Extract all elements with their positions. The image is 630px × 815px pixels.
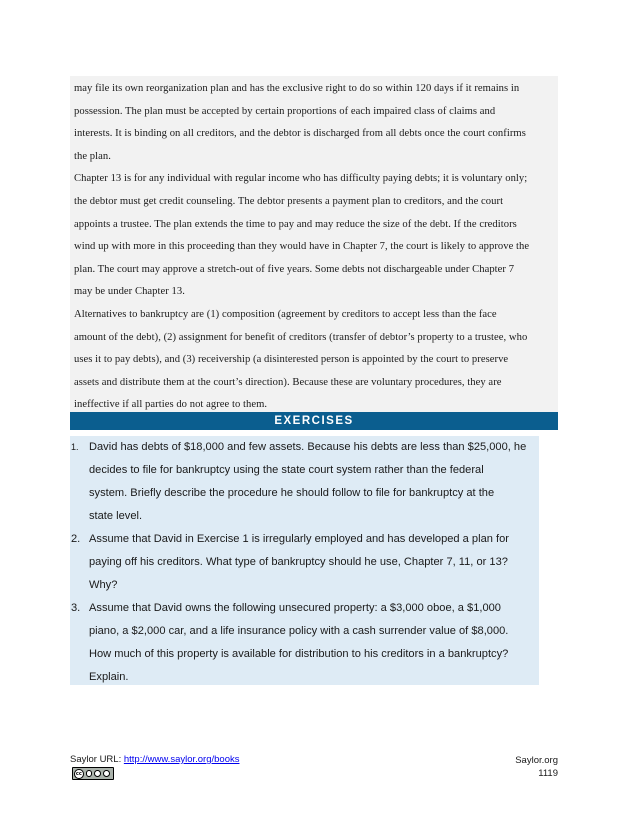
by-icon bbox=[86, 770, 93, 777]
summary-line: interests. It is binding on all creditors, and the debtor is discharged from all debts once the court confirms bbox=[74, 128, 526, 140]
exercise-line: Assume that David owns the following unsecured property: a $3,000 oboe, a $1,000 bbox=[89, 602, 501, 614]
exercise-line: Explain. bbox=[89, 671, 129, 683]
exercises-box bbox=[70, 436, 539, 685]
summary-line: Alternatives to bankruptcy are (1) composition (agreement by creditors to accept less than the face bbox=[74, 308, 497, 320]
summary-line: possession. The plan must be accepted by certain proportions of each impaired class of claims and bbox=[74, 105, 496, 117]
summary-box bbox=[70, 76, 558, 412]
summary-paragraph-chapter-13 bbox=[70, 168, 558, 304]
exercise-line: Assume that David in Exercise 1 is irregularly employed and has developed a plan for bbox=[89, 533, 509, 545]
nc-icon bbox=[94, 770, 101, 777]
exercise-line: Why? bbox=[89, 579, 118, 591]
page-number: 1119 bbox=[538, 768, 558, 779]
footer-source bbox=[70, 754, 240, 765]
cc-logo-icon: cc bbox=[75, 770, 82, 777]
summary-paragraph-alternatives bbox=[70, 304, 558, 417]
summary-line: the debtor must get credit counseling. The debtor presents a payment plan to creditors, and the court bbox=[74, 195, 504, 207]
summary-line: ineffective if all parties do not agree to them. bbox=[74, 399, 268, 411]
summary-line: Chapter 13 is for any individual with regular income who has difficulty paying debts; it is voluntary only; bbox=[74, 173, 528, 185]
exercise-number: 1. bbox=[71, 442, 79, 452]
summary-paragraph-reorganization bbox=[70, 78, 558, 168]
summary-line: plan. The court may approve a stretch-out of five years. Some debts not dischargeable under Chapter 7 bbox=[74, 263, 515, 275]
exercise-number: 3. bbox=[71, 602, 81, 614]
exercise-line: system. Briefly describe the procedure he should follow to file for bankruptcy at the bbox=[89, 487, 495, 499]
exercise-line: state level. bbox=[89, 510, 143, 522]
exercise-line: David has debts of $18,000 and few assets. Because his debts are less than $25,000, he bbox=[89, 441, 527, 453]
exercise-item-2 bbox=[70, 528, 539, 597]
exercise-item-3 bbox=[70, 597, 539, 689]
summary-line: wind up with more in this proceeding than they would have in Chapter 7, the court is likely to approve the bbox=[74, 241, 530, 253]
exercise-line: How much of this property is available for distribution to his creditors in a bankruptcy? bbox=[89, 648, 509, 660]
summary-line: uses it to pay debts), and (3) receivership (a disinterested person is appointed by the court to preserve bbox=[74, 354, 509, 366]
exercise-line: piano, a $2,000 car, and a life insurance policy with a cash surrender value of $8,000. bbox=[89, 625, 509, 637]
footer-url-prefix: Saylor URL: bbox=[70, 754, 124, 765]
footer-publisher bbox=[515, 754, 558, 780]
summary-line: amount of the debt), (2) assignment for benefit of creditors (transfer of debtor’s property to a trustee, who bbox=[74, 331, 528, 343]
summary-line: may be under Chapter 13. bbox=[74, 286, 185, 298]
summary-line: appoints a trustee. The plan extends the time to pay and may reduce the size of the debt. If the creditors bbox=[74, 218, 517, 230]
sa-icon bbox=[103, 770, 110, 777]
saylor-books-link[interactable]: http://www.saylor.org/books bbox=[123, 754, 240, 765]
footer-site: Saylor.org bbox=[515, 755, 558, 766]
exercises-heading: EXERCISES bbox=[70, 412, 558, 430]
exercise-number: 2. bbox=[71, 533, 81, 545]
summary-line: the plan. bbox=[74, 150, 111, 162]
summary-line: may file its own reorganization plan and has the exclusive right to do so within 120 days if it remains in bbox=[74, 83, 520, 94]
summary-line: assets and distribute them at the court’s direction). Because these are voluntary procedures, they are bbox=[74, 376, 502, 388]
exercise-item-1 bbox=[70, 436, 539, 528]
exercise-list bbox=[70, 436, 539, 689]
exercise-line: decides to file for bankruptcy using the state court system rather than the federal bbox=[89, 464, 484, 476]
cc-license-icon bbox=[72, 767, 114, 780]
exercise-line: paying off his creditors. What type of bankruptcy should he use, Chapter 7, 11, or 13? bbox=[89, 556, 508, 568]
